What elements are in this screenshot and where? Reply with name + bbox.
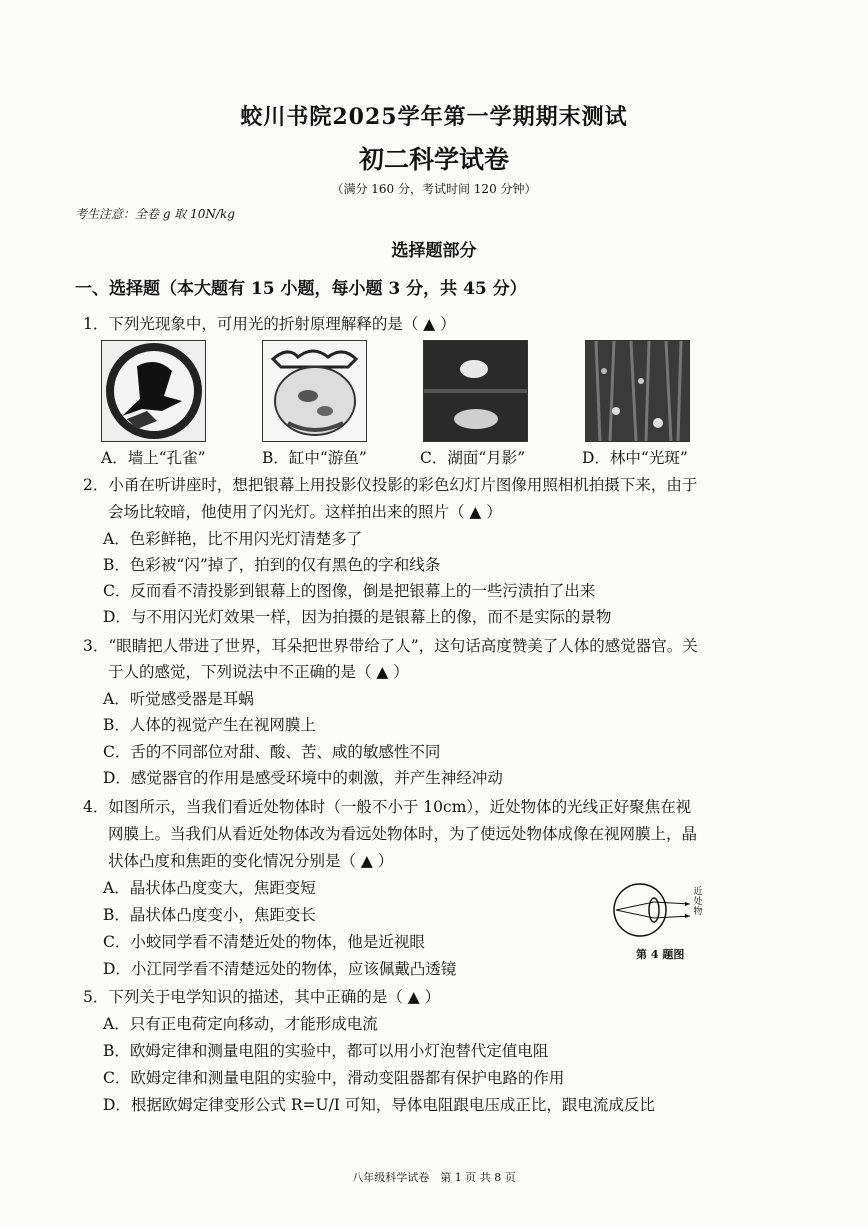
eye-diagram-object-label: 近处物 [693,887,703,917]
question-5-option-c: C．欧姆定律和测量电阻的实验中，滑动变阻器都有保护电路的作用 [103,1069,565,1087]
question-4-option-d: D．小江同学看不清楚远处的物体，应该佩戴凸透镜 [103,960,457,978]
question-4-stem-line-1: 4．如图所示，当我们看近处物体时（一般不小于 10cm），近处物体的光线正好聚焦在视 [83,798,692,816]
question-2-option-a: A．色彩鲜艳，比不用闪光灯清楚多了 [103,530,363,548]
question-3-option-c: C．舌的不同部位对甜、酸、苦、咸的敏感性不同 [103,743,441,761]
question-5-stem: 5．下列关于电学知识的描述，其中正确的是（ ▲ ） [83,988,441,1006]
page-footer: 八年级科学试卷 第 1 页 共 8 页 [352,1171,516,1184]
question-4-stem-line-2: 网膜上。当我们从看近处物体改为看远处物体时，为了使远处物体成像在视网膜上，晶 [108,825,698,843]
question-3-option-d: D．感觉器官的作用是感受环境中的刺激，并产生神经冲动 [103,769,503,787]
question-5-option-d: D．根据欧姆定律变形公式 R=U/I 可知，导体电阻跟电压成正比，跟电流成反比 [103,1096,655,1114]
question-1-option-d: D．林中“光斑” [582,449,688,467]
question-4-option-c: C．小蛟同学看不清楚近处的物体，他是近视眼 [103,933,425,951]
question-5-option-a: A．只有正电荷定向移动，才能形成电流 [103,1015,378,1033]
score-time-note: （满分 160 分，考试时间 120 分钟） [331,182,537,196]
question-1-option-c: C．湖面“月影” [420,449,526,467]
question-3-option-a: A．听觉感受器是耳蜗 [103,690,254,708]
question-3-stem-line-2: 于人的感觉，下列说法中不正确的是（ ▲ ） [108,663,409,681]
fish-bowl-image [262,340,367,442]
question-2-option-b: B．色彩被“闪”掉了，拍到的仅有黑色的字和线条 [103,556,441,574]
part-title: 选择题部分 [391,241,477,261]
school-exam-title: 蛟川书院2025学年第一学期期末测试 [240,104,628,130]
section-title: 一、选择题（本大题有 15 小题，每小题 3 分，共 45 分） [75,279,527,299]
question-4-option-b: B．晶状体凸度变小，焦距变长 [103,906,316,924]
question-5-option-b: B．欧姆定律和测量电阻的实验中，都可以用小灯泡替代定值电阻 [103,1042,549,1060]
question-2-option-d: D．与不用闪光灯效果一样，因为拍摄的是银幕上的像，而不是实际的景物 [103,608,612,626]
figure-4-caption: 第 4 题图 [636,948,685,961]
question-2-stem-line-2: 会场比较暗，他使用了闪光灯。这样拍出来的照片（ ▲ ） [108,503,502,521]
question-1-option-a: A．墙上“孔雀” [101,449,206,467]
question-3-stem-line-1: 3．“眼睛把人带进了世界，耳朵把世界带给了人”，这句话高度赞美了人体的感觉器官。关 [83,637,698,655]
question-2-stem-line-1: 2．小甬在听讲座时，想把银幕上用投影仪投影的彩色幻灯片图像用照相机拍摄下来，由于 [83,476,698,494]
question-1-option-b: B．缸中“游鱼” [262,449,367,467]
question-3-option-b: B．人体的视觉产生在视网膜上 [103,716,316,734]
peacock-shadow-image [101,340,206,442]
lake-moon-image [423,340,528,442]
forest-light-spots-image [585,340,690,442]
question-4-option-a: A．晶状体凸度变大，焦距变短 [103,879,316,897]
question-1-stem: 1．下列光现象中，可用光的折射原理解释的是（ ▲ ） [83,315,456,333]
paper-title: 初二科学试卷 [358,145,509,174]
question-2-option-c: C．反而看不清投影到银幕上的图像，倒是把银幕上的一些污渍拍了出来 [103,582,596,600]
question-4-stem-line-3: 状体凸度和焦距的变化情况分别是（ ▲ ） [108,852,394,870]
candidate-notice: 考生注意：全卷 g 取 10N/kg [75,207,235,221]
